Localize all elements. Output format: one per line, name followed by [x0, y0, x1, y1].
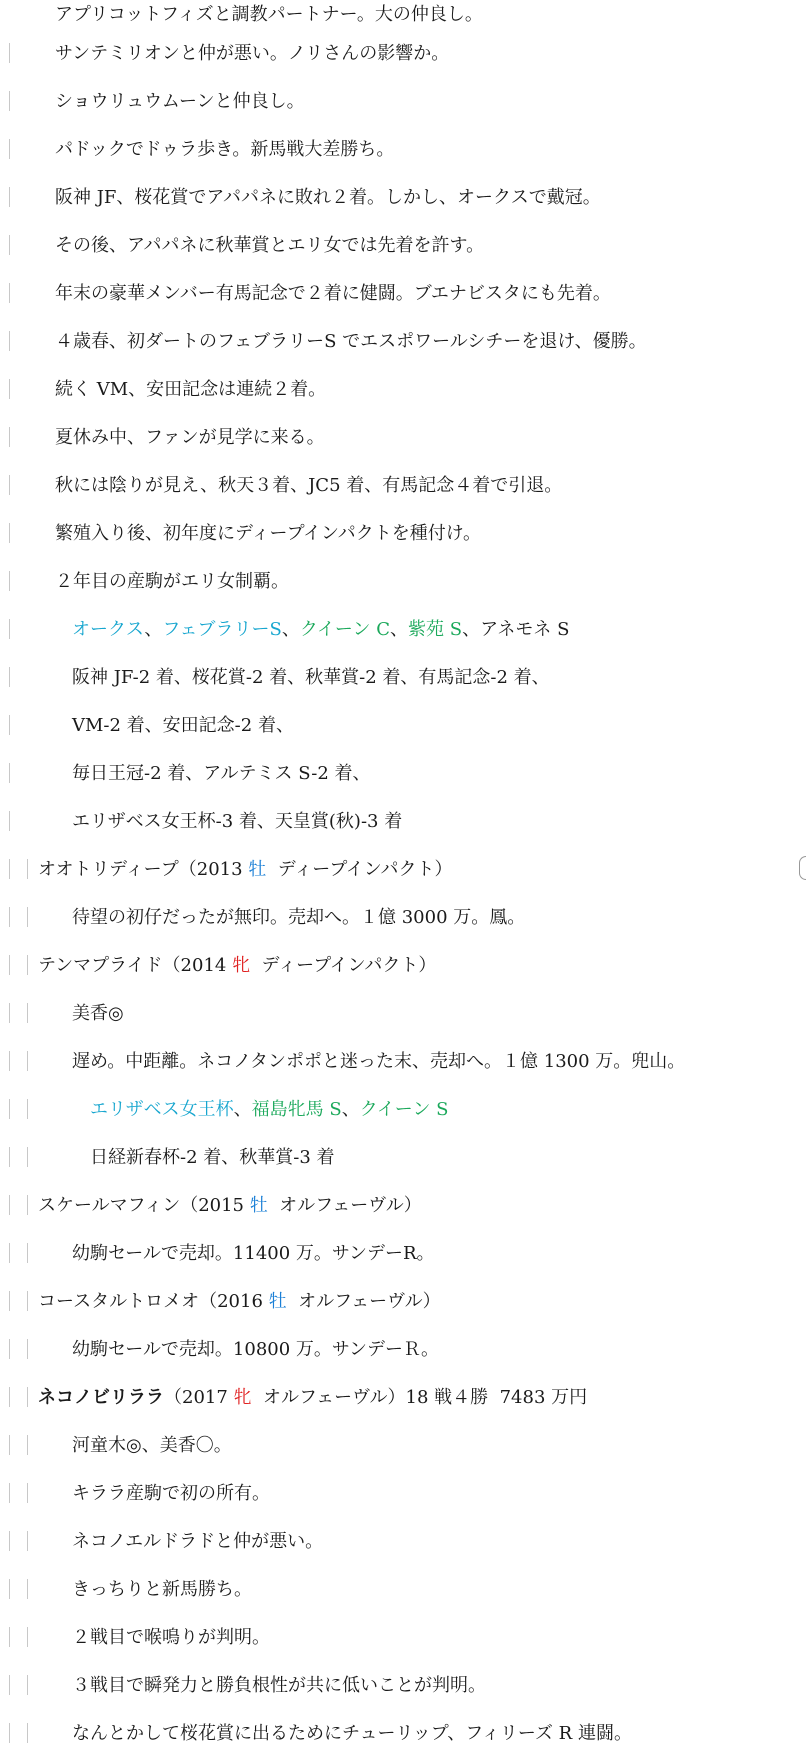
line-text — [72, 654, 550, 702]
text-segment: 、アネモネ S — [462, 619, 570, 640]
text-segment: 牝 — [232, 955, 251, 976]
indent-bar — [9, 811, 10, 831]
text-segment: オルフェーヴル）18 戦４勝 7483 万円 — [251, 1387, 588, 1408]
line-text — [38, 1374, 587, 1422]
line-text — [55, 414, 325, 462]
indent-bar — [9, 1723, 10, 1743]
line-text — [55, 558, 289, 606]
text-segment: ショウリュウムーンと仲良し。 — [55, 91, 305, 112]
line-text — [55, 462, 562, 510]
text-segment: パドックでドゥラ歩き。新馬戦大差勝ち。 — [55, 139, 395, 160]
indent-bar — [9, 379, 10, 399]
text-segment: ４歳春、初ダートのフェブラリーS でエスポワールシチーを退け、優勝。 — [55, 331, 647, 352]
indent-bar — [9, 91, 10, 111]
line-text — [38, 1278, 441, 1326]
text-segment: エリザベス女王杯 — [90, 1099, 234, 1120]
text-line — [0, 222, 806, 270]
indent-bar — [27, 1531, 28, 1551]
line-text — [55, 0, 483, 30]
indent-bar — [9, 283, 10, 303]
text-line — [0, 1326, 806, 1374]
indent-bar — [9, 1387, 10, 1407]
text-segment: 阪神 JF-2 着、桜花賞-2 着、秋華賞-2 着、有馬記念-2 着、 — [72, 667, 550, 688]
text-segment: 、 — [341, 1099, 360, 1120]
text-segment: フェブラリーS — [162, 619, 282, 640]
text-line — [0, 654, 806, 702]
text-segment: サンテミリオンと仲が悪い。ノリさんの影響か。 — [55, 43, 450, 64]
line-text — [72, 1038, 685, 1086]
line-text — [72, 750, 371, 798]
line-text — [72, 1614, 270, 1662]
text-segment: ２戦目で喉鳴りが判明。 — [72, 1627, 270, 1648]
text-line — [0, 0, 806, 30]
text-segment: 幼駒セールで売却。11400 万。サンデーR。 — [72, 1243, 435, 1264]
text-segment: きっちりと新馬勝ち。 — [72, 1579, 252, 1600]
text-segment: 年末の豪華メンバー有馬記念で２着に健闘。ブエナビスタにも先着。 — [55, 283, 611, 304]
text-line — [0, 1710, 806, 1758]
text-segment: 牝 — [233, 1387, 252, 1408]
text-line — [0, 414, 806, 462]
text-segment: VM-2 着、安田記念-2 着、 — [72, 715, 294, 736]
line-text — [55, 270, 611, 318]
text-line — [0, 1038, 806, 1086]
text-segment: キララ産駒で初の所有。 — [72, 1483, 270, 1504]
text-line — [0, 558, 806, 606]
text-segment: （2017 — [164, 1387, 234, 1408]
line-text — [38, 846, 453, 894]
text-line — [0, 366, 806, 414]
text-line — [0, 942, 806, 990]
text-segment: 河童木◎、美香〇。 — [72, 1435, 232, 1456]
indent-bar — [27, 1723, 28, 1743]
text-segment: エリザベス女王杯-3 着、天皇賞(秋)-3 着 — [72, 811, 403, 832]
line-text — [38, 942, 436, 990]
text-segment: 、 — [233, 1099, 252, 1120]
text-segment: 遅め。中距離。ネコノタンポポと迷った末、売却へ。１億 1300 万。兜山。 — [72, 1051, 686, 1072]
line-text — [72, 1326, 439, 1374]
indent-bar — [27, 1579, 28, 1599]
indent-bar — [9, 1339, 10, 1359]
text-segment: コースタルトロメオ（2016 — [38, 1291, 269, 1312]
indent-bar — [9, 859, 10, 879]
indent-bar — [27, 1483, 28, 1503]
text-segment: 阪神 JF、桜花賞でアパパネに敗れ２着。しかし、オークスで戴冠。 — [55, 187, 601, 208]
line-text — [72, 1566, 252, 1614]
text-segment: アプリコットフィズと調教パートナー。大の仲良し。 — [55, 4, 483, 25]
text-segment: ３戦目で瞬発力と勝負根性が共に低いことが判明。 — [72, 1675, 486, 1696]
indent-bar — [9, 427, 10, 447]
line-text — [72, 1470, 270, 1518]
text-segment: 、 — [281, 619, 300, 640]
indent-bar — [27, 1339, 28, 1359]
indent-bar — [9, 955, 10, 975]
indent-bar — [9, 1147, 10, 1167]
indent-bar — [9, 1051, 10, 1071]
text-line — [0, 1278, 806, 1326]
indent-bar — [27, 1627, 28, 1647]
indent-bar — [9, 619, 10, 639]
line-text — [90, 1134, 335, 1182]
text-segment: その後、アパパネに秋華賞とエリ女では先着を許す。 — [55, 235, 485, 256]
text-segment: 待望の初仔だったが無印。売却へ。１億 3000 万。鳳。 — [72, 907, 526, 928]
indent-bar — [27, 1051, 28, 1071]
text-line — [0, 1470, 806, 1518]
text-line — [0, 318, 806, 366]
line-text — [72, 1230, 435, 1278]
text-segment: 、 — [390, 619, 409, 640]
text-segment: 、 — [144, 619, 163, 640]
text-line — [0, 30, 806, 78]
indent-bar — [9, 139, 10, 159]
text-segment: ネコノビリララ — [38, 1387, 164, 1408]
text-line — [0, 1134, 806, 1182]
indent-bar — [9, 1099, 10, 1119]
text-segment: テンマプライド（2014 — [38, 955, 233, 976]
text-line — [0, 174, 806, 222]
text-line — [0, 1566, 806, 1614]
text-line — [0, 1374, 806, 1422]
page-edge-marker — [799, 856, 806, 880]
indent-bar — [9, 331, 10, 351]
text-line — [0, 1086, 806, 1134]
text-line — [0, 750, 806, 798]
indent-bar — [27, 1435, 28, 1455]
text-segment: 秋には陰りが見え、秋天３着、JC5 着、有馬記念４着で引退。 — [55, 475, 563, 496]
line-text — [55, 318, 647, 366]
line-text — [55, 510, 481, 558]
indent-bar — [9, 1579, 10, 1599]
indent-bar — [9, 1675, 10, 1695]
text-segment: 幼駒セールで売却。10800 万。サンデーＲ。 — [72, 1339, 440, 1360]
indent-bar — [9, 1195, 10, 1215]
text-segment: 続く VM、安田記念は連続２着。 — [55, 379, 327, 400]
line-text — [72, 894, 525, 942]
indent-bar — [27, 955, 28, 975]
indent-bar — [9, 715, 10, 735]
line-text — [72, 606, 569, 654]
line-text — [55, 30, 449, 78]
text-line — [0, 702, 806, 750]
text-line — [0, 126, 806, 174]
line-text — [55, 366, 326, 414]
line-text — [72, 1662, 486, 1710]
text-segment: 繁殖入り後、初年度にディープインパクトを種付け。 — [55, 523, 482, 544]
indent-bar — [27, 1195, 28, 1215]
line-text — [72, 798, 402, 846]
indent-bar — [27, 1243, 28, 1263]
indent-bar — [9, 523, 10, 543]
indent-bar — [27, 1675, 28, 1695]
text-segment: ネコノエルドラドと仲が悪い。 — [72, 1531, 324, 1552]
text-segment: クイーン C — [299, 619, 391, 640]
text-segment: オルフェーヴル） — [286, 1291, 441, 1312]
text-line — [0, 1422, 806, 1470]
text-segment: 日経新春杯-2 着、秋華賞-3 着 — [90, 1147, 335, 1168]
line-text — [72, 1518, 323, 1566]
indent-bar — [9, 43, 10, 63]
indent-bar — [9, 1291, 10, 1311]
text-line — [0, 798, 806, 846]
line-text — [55, 222, 484, 270]
indent-bar — [9, 1483, 10, 1503]
indent-bar — [9, 571, 10, 591]
line-text — [72, 1422, 232, 1470]
line-text — [55, 78, 305, 126]
text-line — [0, 846, 806, 894]
text-line — [0, 1230, 806, 1278]
line-text — [72, 990, 124, 1038]
indent-bar — [9, 763, 10, 783]
text-segment: ディープインパクト） — [250, 955, 437, 976]
line-text — [55, 126, 394, 174]
line-text — [72, 702, 294, 750]
text-segment: 夏休み中、ファンが見学に来る。 — [55, 427, 325, 448]
text-line — [0, 894, 806, 942]
indent-bar — [27, 859, 28, 879]
indent-bar — [27, 1147, 28, 1167]
text-line — [0, 1518, 806, 1566]
indent-bar — [9, 1627, 10, 1647]
indent-bar — [27, 1387, 28, 1407]
text-line — [0, 462, 806, 510]
indent-bar — [9, 1531, 10, 1551]
text-segment: 福島牝馬 S — [251, 1099, 342, 1120]
text-line — [0, 606, 806, 654]
text-segment: スケールマフィン（2015 — [38, 1195, 250, 1216]
text-line — [0, 510, 806, 558]
line-text — [38, 1182, 422, 1230]
indent-bar — [9, 907, 10, 927]
text-segment: ディープインパクト） — [266, 859, 453, 880]
text-segment: なんとかして桜花賞に出るためにチューリップ、フィリーズ R 連闘。 — [72, 1723, 632, 1744]
indent-bar — [27, 1003, 28, 1023]
text-line — [0, 270, 806, 318]
indent-bar — [9, 235, 10, 255]
text-segment: 紫苑 S — [408, 619, 463, 640]
text-segment: 毎日王冠-2 着、アルテミス S-2 着、 — [72, 763, 371, 784]
text-segment: 牡 — [248, 859, 267, 880]
text-line — [0, 990, 806, 1038]
indent-bar — [9, 1435, 10, 1455]
line-text — [55, 174, 601, 222]
indent-bar — [27, 907, 28, 927]
text-segment: クイーン S — [359, 1099, 449, 1120]
indent-bar — [9, 667, 10, 687]
text-segment: 牡 — [268, 1291, 287, 1312]
indent-bar — [27, 1291, 28, 1311]
indent-bar — [9, 187, 10, 207]
text-segment: 美香◎ — [72, 1003, 124, 1024]
indent-bar — [27, 1099, 28, 1119]
line-text — [72, 1710, 632, 1758]
text-segment: オークス — [72, 619, 145, 640]
indent-bar — [9, 1243, 10, 1263]
text-segment: オオトリディープ（2013 — [38, 859, 249, 880]
text-segment: オルフェーヴル） — [267, 1195, 422, 1216]
indent-bar — [9, 1003, 10, 1023]
line-text — [90, 1086, 449, 1134]
text-segment: ２年目の産駒がエリ女制覇。 — [55, 571, 289, 592]
text-line — [0, 1614, 806, 1662]
text-line — [0, 1182, 806, 1230]
text-line — [0, 78, 806, 126]
indent-bar — [9, 475, 10, 495]
text-segment: 牡 — [249, 1195, 268, 1216]
text-line — [0, 1662, 806, 1710]
